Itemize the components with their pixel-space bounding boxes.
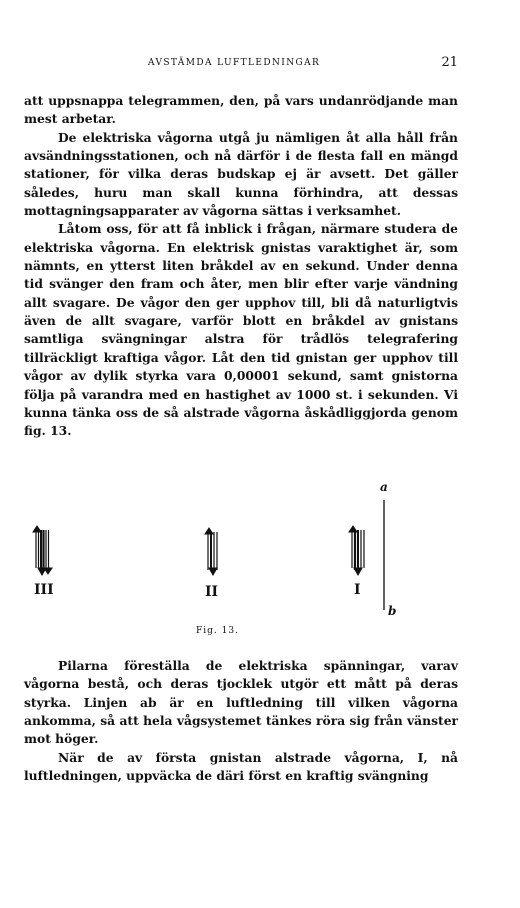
wave-group-iii bbox=[33, 526, 52, 575]
running-title: AVSTÄMDA LUFTLEDNINGAR bbox=[148, 58, 321, 68]
letter-b: b bbox=[388, 604, 397, 618]
figure-caption: Fig. 13. bbox=[196, 626, 239, 636]
body-text-bottom bbox=[24, 657, 458, 785]
label-ii: II bbox=[205, 584, 219, 600]
letter-a: a bbox=[380, 480, 388, 494]
wave-group-ii bbox=[205, 528, 217, 575]
wave-diagram bbox=[24, 478, 464, 648]
body-text-top bbox=[24, 92, 458, 441]
label-i: I bbox=[354, 582, 361, 598]
paragraph-continued: att uppsnappa telegrammen, den, på vars undanrödjande man mest arbetar. bbox=[24, 93, 458, 127]
label-iii: III bbox=[34, 582, 54, 598]
wave-group-i bbox=[349, 526, 364, 575]
page-number: 21 bbox=[441, 55, 458, 70]
running-header bbox=[30, 56, 458, 72]
paragraph: De elektriska vågorna utgå ju nämligen åt alla håll från avsändningsstationen, och nå därför i de flesta fall en mängd stationer, för vilka deras budskap ej är avsett. Det gäller således, huru man skall kunna förhindra, att dessas mottagningsapparater av vågorna sättas i verksamhet. bbox=[24, 129, 458, 219]
paragraph: När de av första gnistan alstrade vågorna, I, nå luftledningen, uppväcka de däri först en kraftig svängning bbox=[24, 749, 458, 784]
paragraph: Pilarna föreställa de elektriska spänningar, varav vågorna bestå, och deras tjocklek utgör ett mått på deras styrka. Linjen ab är en luftledning till vilken vågorna ankomma, så att hela vågsystemet tänkes röra sig från vänster mot höger. bbox=[24, 658, 458, 747]
paragraph: Låtom oss, för att få inblick i frågan, närmare studera de elektriska vågorna. En elektrisk gnistas varaktighet är, som nämnts, en ytterst liten bråkdel av en sekund. Under denna tid svänger den fram och åter, men blir efter varje vändning allt svagare. De vågor den ger upphov till, bli då naturligtvis även de allt svagare, varför blott en bråkdel av gnistans samtliga svängningar alstra för trådlös telegrafering tillräckligt kraftiga vågor. Låt den tid gnistan ger upphov till vågor av dylik styrka vara 0,00001 sekund, samt gnistorna följa på varandra med en hastighet av 1000 st. i sekunden. Vi kunna tänka oss de så alstrade vågorna åskådliggjorda genom fig. 13. bbox=[24, 221, 458, 439]
figure-13 bbox=[24, 478, 464, 648]
